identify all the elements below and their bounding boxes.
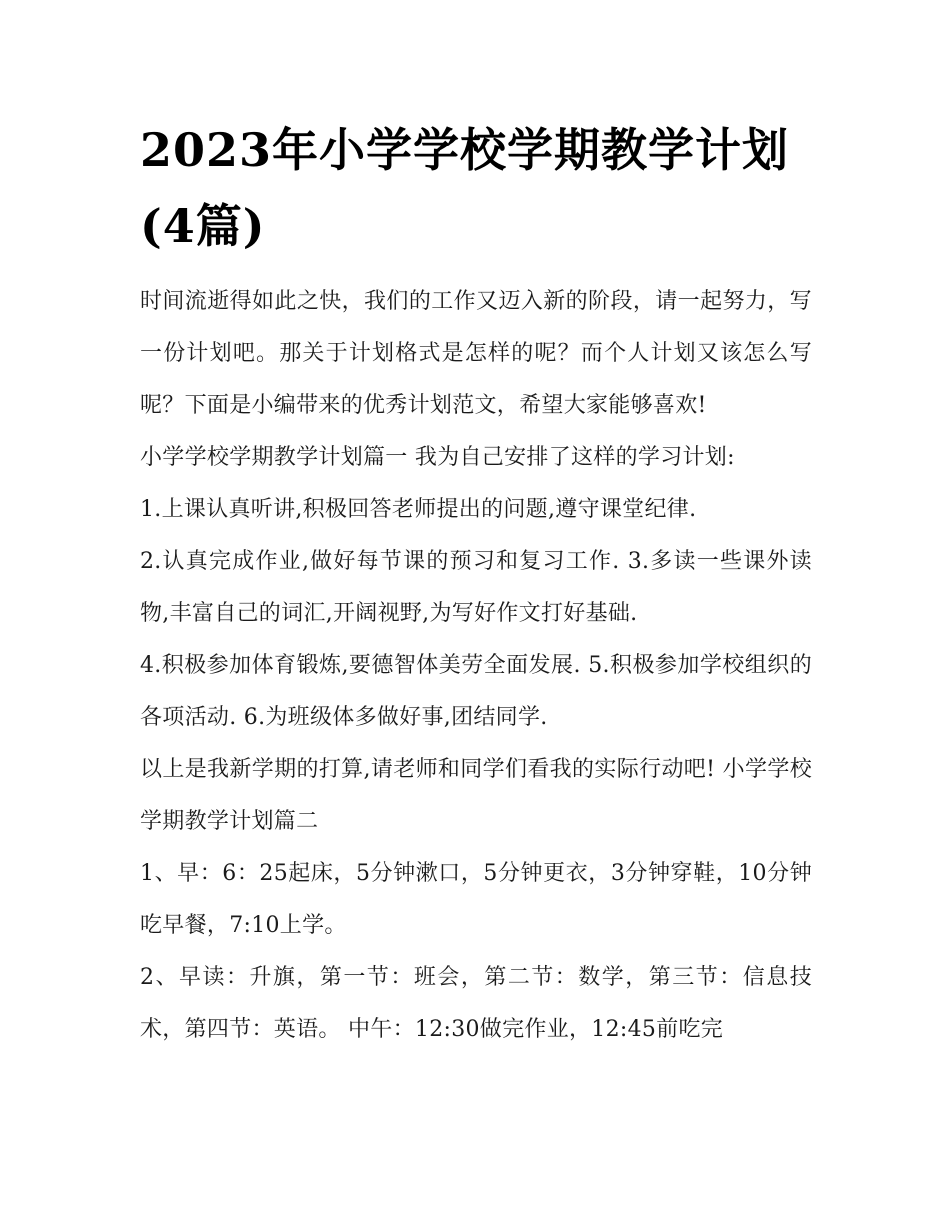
intro-paragraph: 时间流逝得如此之快，我们的工作又迈入新的阶段，请一起努力，写一份计划吧。那关于计划格式是怎样的呢？而个人计划又该怎么写呢？下面是小编带来的优秀计划范文，希望大家能够喜欢! — [140, 289, 812, 418]
closing-paragraph: 以上是我新学期的打算,请老师和同学们看我的实际行动吧! 小学学校学期教学计划篇二 — [140, 757, 812, 834]
plan-item-2-3: 2.认真完成作业,做好每节课的预习和复习工作. 3.多读一些课外读物,丰富自己的词汇,开阔视野,为写好作文打好基础. — [140, 549, 812, 626]
document-title: 2023年小学学校学期教学计划(4篇) — [140, 123, 790, 253]
plan-item-1: 1.上课认真听讲,积极回答老师提出的问题,遵守课堂纪律. — [140, 497, 697, 522]
document-body — [140, 276, 812, 1056]
plan-item-4-6: 4.积极参加体育锻炼,要德智体美劳全面发展. 5.积极参加学校组织的各项活动. 6.为班级体多做好事,团结同学. — [140, 653, 812, 730]
section-one-heading: 小学学校学期教学计划篇一 我为自己安排了这样的学习计划: — [140, 445, 735, 470]
schedule-item-1: 1、早：6：25起床，5分钟漱口，5分钟更衣，3分钟穿鞋，10分钟吃早餐，7:10上学。 — [140, 861, 813, 938]
schedule-item-2: 2、早读：升旗，第一节：班会，第二节：数学，第三节：信息技术，第四节：英语。 中午：12:30做完作业，12:45前吃完 — [140, 965, 812, 1042]
